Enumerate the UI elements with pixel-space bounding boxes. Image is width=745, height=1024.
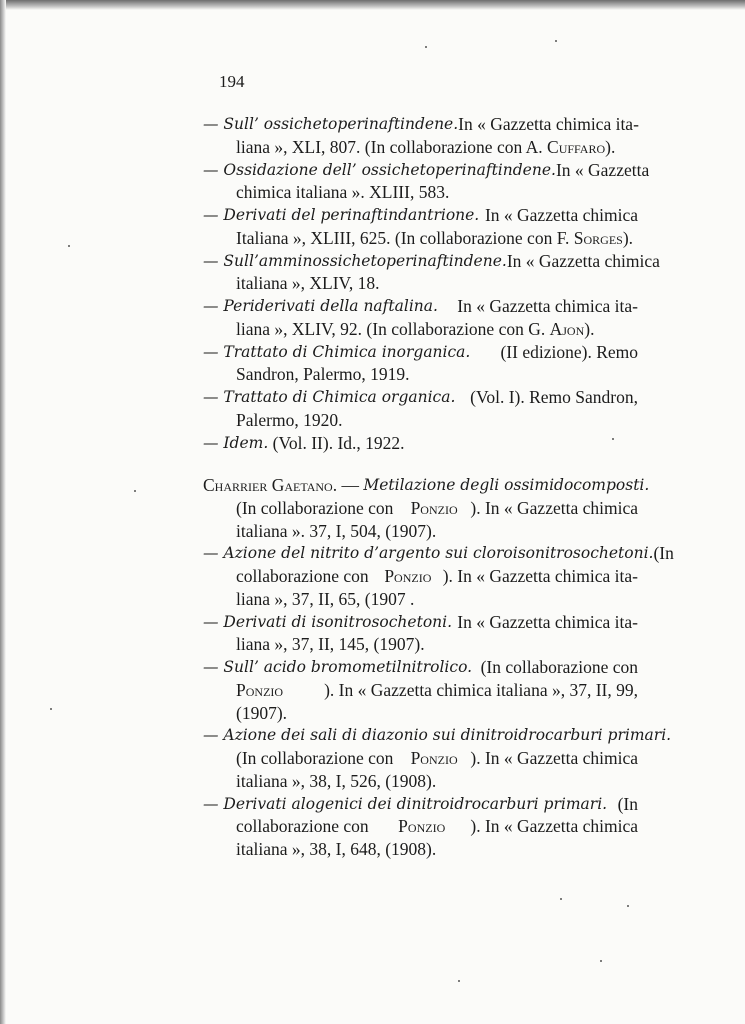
bibliography-entry-line: [203, 543, 674, 564]
scan-speck: [612, 438, 614, 440]
citation-text: (In collaborazione con: [236, 497, 398, 518]
bibliography-continuation-line: [236, 498, 638, 518]
bibliography-entry-line: [203, 794, 638, 814]
citation-text: (II edizione). Remo: [500, 341, 638, 362]
bibliography-entry-line: [203, 205, 638, 225]
citation-text: (In collaborazione con: [480, 657, 638, 677]
bibliography-continuation-line: [236, 137, 615, 157]
bibliography-continuation-line: [236, 228, 633, 248]
page-number: 194: [219, 72, 245, 91]
scan-speck: [627, 905, 629, 907]
title-text: — Azione dei sali di diazonio sui dinitroidrocarburi primari.: [203, 726, 672, 745]
citation-text: (Vol. I). Remo Sandron,: [470, 387, 638, 407]
bibliography-entry-line: [203, 342, 638, 362]
citation-text: liana », 37, II, 145, (1907).: [236, 634, 425, 655]
citation-text: (In collaborazione con: [236, 748, 398, 768]
citation-text: italiana ». 37, I, 504, (1907).: [236, 520, 437, 541]
bibliography-continuation-line: [236, 566, 638, 586]
citation-text: Sandron, Palermo, 1919.: [236, 364, 410, 385]
bibliography-continuation-line: [236, 319, 594, 339]
bibliography-continuation-line: [236, 680, 638, 700]
bibliography-continuation-line: [236, 273, 380, 293]
bibliography-continuation-line: [236, 634, 425, 654]
citation-text: ). In « Gazzetta chimica: [470, 748, 638, 768]
scan-speck: [560, 898, 562, 900]
bibliography-continuation-line: [236, 182, 449, 202]
author-name: Ponzio: [384, 566, 432, 586]
citation-text: (In: [653, 543, 674, 564]
scan-speck: [425, 46, 427, 48]
title-text: — Trattato di Chimica organica.: [203, 388, 456, 406]
citation-text: liana », XLI, 807. (In collaborazione con A.: [236, 136, 548, 157]
bibliography-entry-line: [203, 387, 638, 407]
author-name: Ponzio: [236, 679, 284, 700]
citation-text: —: [337, 475, 364, 495]
bibliography-continuation-line: [236, 748, 638, 768]
bibliography-entry-line: [203, 657, 638, 677]
citation-text: chimica italiana ». XLIII, 583.: [236, 182, 450, 203]
citation-text: ). In « Gazzetta chimica: [470, 497, 638, 518]
bibliography-entry-line: [203, 433, 405, 453]
bibliography-continuation-line: [236, 364, 410, 384]
citation-text: In « Gazzetta chimica: [506, 250, 660, 271]
author-name: Ponzio: [410, 748, 458, 768]
bibliography-entry-line: [203, 159, 650, 180]
citation-text: italiana », 38, I, 648, (1908).: [236, 839, 437, 859]
bibliography-continuation-line: [236, 771, 436, 791]
citation-text: italiana », XLIV, 18.: [236, 273, 380, 294]
bibliography-entry-line: [203, 250, 660, 271]
author-name: Ponzio: [398, 816, 446, 837]
bibliography-entry-line: [203, 475, 650, 495]
scan-speck: [600, 960, 602, 962]
title-text: — Sull’ ossichetoperinaftindene.: [203, 115, 459, 133]
title-text: — Derivati del perinaftindantrione.: [203, 206, 480, 224]
title-text: — Idem.: [203, 433, 269, 452]
citation-text: ). In « Gazzetta chimica ita-: [442, 566, 638, 586]
title-text: — Derivati alogenici dei dinitroidrocarburi primari.: [203, 794, 608, 813]
citation-text: collaborazione con: [236, 816, 374, 837]
citation-text: Palermo, 1920.: [236, 409, 343, 430]
scan-left-edge: [0, 0, 6, 1024]
citation-text: liana », 37, II, 65, (1907 .: [236, 588, 415, 609]
scan-speck: [555, 40, 557, 42]
bibliography-entry-line: [203, 725, 672, 745]
bibliography-entry-line: [203, 612, 638, 632]
citation-text: In « Gazzetta chimica ita-: [457, 296, 638, 316]
scan-speck: [458, 980, 460, 982]
author-name: Charrier Gaetano.: [203, 475, 338, 495]
citation-text: Italiana », XLIII, 625. (In collaborazione con F.: [236, 227, 574, 248]
title-text: — Azione del nitrito d’argento sui cloroisonitrosochetoni.: [203, 544, 654, 563]
scan-speck: [134, 490, 136, 492]
title-text: — Trattato di Chimica inorganica.: [203, 342, 471, 361]
citation-text: liana », XLIV, 92. (In collaborazione con G.: [236, 318, 550, 339]
author-name: Ponzio: [410, 497, 458, 518]
title-text: — Sull’amminossichetoperinaftindene.: [203, 251, 507, 270]
title-text: — Periderivati della naftalina.: [203, 297, 438, 315]
citation-text: ).: [605, 136, 616, 157]
bibliography-entry-line: [203, 296, 638, 316]
citation-text: In « Gazzetta chimica ita-: [457, 611, 638, 632]
bibliography-continuation-line: [236, 521, 436, 541]
scan-speck: [68, 245, 70, 247]
citation-text: In « Gazzetta chimica ita-: [458, 114, 639, 134]
citation-text: ). In « Gazzetta chimica italiana », 37, II, 99,: [324, 679, 638, 700]
citation-text: In « Gazzetta: [555, 159, 650, 180]
citation-text: (1907).: [236, 702, 288, 723]
title-text: Metilazione degli ossimidocomposti.: [363, 476, 650, 494]
bibliography-continuation-line: [236, 816, 638, 836]
title-text: — Ossidazione dell’ ossichetoperinaftindene.: [203, 160, 556, 179]
scan-top-edge: [0, 0, 745, 10]
citation-text: ). In « Gazzetta chimica: [470, 816, 638, 837]
citation-text: italiana », 38, I, 526, (1908).: [236, 770, 437, 791]
title-text: — Derivati di isonitrosochetoni.: [203, 612, 453, 631]
citation-text: collaborazione con: [236, 566, 374, 586]
bibliography-continuation-line: [236, 589, 414, 609]
citation-text: (In: [617, 793, 638, 814]
citation-text: ).: [622, 227, 634, 248]
bibliography-entry-line: [203, 114, 638, 134]
scan-speck: [50, 708, 52, 710]
author-name: Cuffaro: [547, 136, 606, 157]
citation-text: In « Gazzetta chimica: [484, 205, 638, 225]
bibliography-continuation-line: [236, 410, 342, 430]
bibliography-continuation-line: [236, 703, 287, 723]
title-text: — Sull’ acido bromometilnitrolico.: [203, 658, 473, 676]
author-name: Ajon: [549, 318, 585, 339]
bibliography-continuation-line: [236, 839, 436, 859]
author-name: Sorges: [573, 227, 623, 248]
citation-text: ).: [584, 318, 595, 339]
citation-text: (Vol. II). Id., 1922.: [268, 432, 405, 453]
